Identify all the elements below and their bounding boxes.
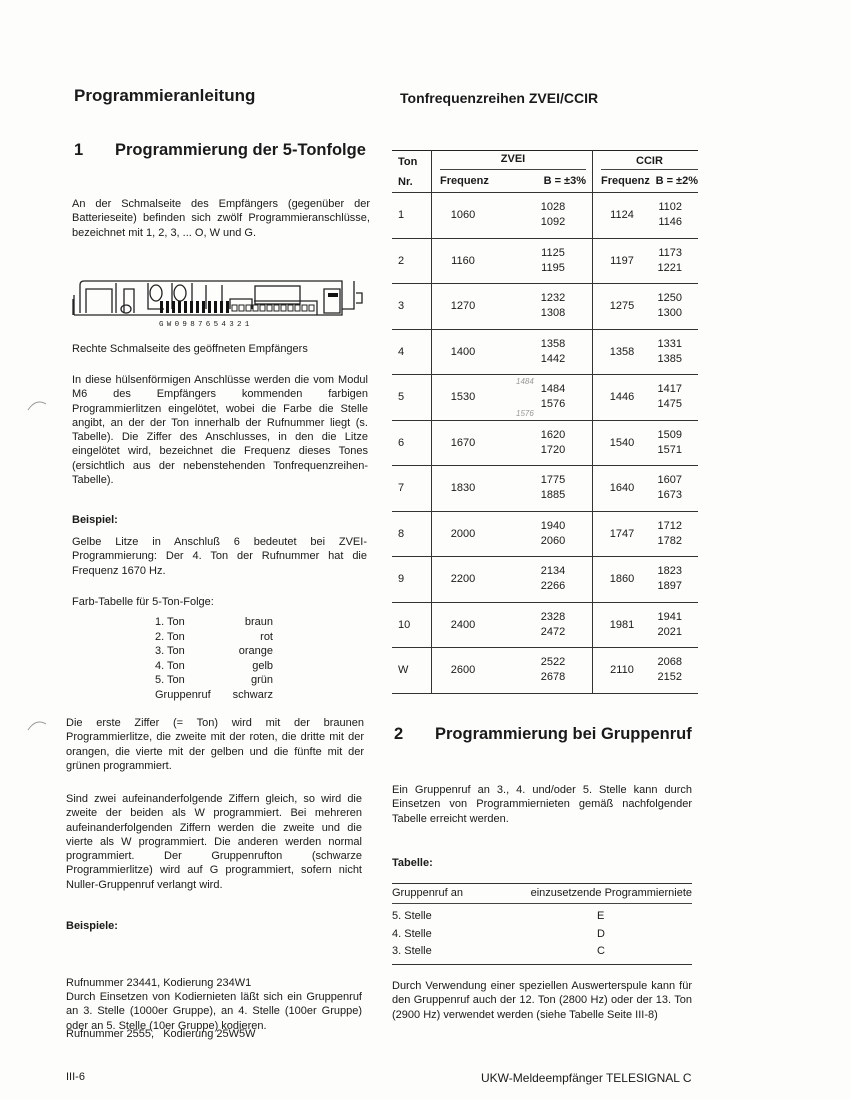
tone-label: 3. Ton	[155, 645, 185, 658]
band-low: 2134	[540, 565, 566, 578]
punch-hole-mark-icon	[26, 718, 48, 732]
ccir-frequency: 1747	[609, 527, 635, 540]
ccir-band	[651, 511, 698, 557]
table-row	[392, 193, 698, 239]
band-low: 1620	[540, 428, 566, 441]
wire-color: rot	[260, 630, 273, 643]
handwritten-note: 1576	[516, 408, 534, 418]
ccir-band	[651, 284, 698, 330]
band-high: 1221	[657, 261, 682, 274]
group-table-row	[392, 908, 692, 926]
band-high: 1475	[657, 398, 682, 411]
ccir-band	[651, 602, 698, 648]
band-high: 1576	[540, 398, 566, 411]
zvei-frequency: 1530	[450, 391, 476, 404]
ton-cell: 9	[392, 557, 432, 603]
band-high: 2152	[657, 671, 682, 684]
zvei-band	[494, 284, 593, 330]
band-low: 1775	[540, 474, 566, 487]
band-high: 2472	[540, 625, 566, 638]
ccir-label: CCIR	[601, 151, 698, 170]
color-row	[155, 615, 273, 630]
color-row	[155, 688, 273, 703]
ccir-frequency: 1446	[609, 391, 635, 404]
band-high: 1782	[657, 534, 682, 547]
header-rivet: einzusetzende Programmierniete	[530, 887, 692, 899]
ccir-frequency: 1860	[609, 573, 635, 586]
ccir-band	[651, 648, 698, 694]
table-row	[392, 466, 698, 512]
position-cell: 3. Stelle	[392, 945, 432, 957]
tone-label: 4. Ton	[155, 659, 185, 672]
zvei-frequency: 2600	[450, 664, 476, 677]
zvei-frequency: 2200	[450, 573, 476, 586]
ton-cell: 3	[392, 284, 432, 330]
tone-label: 2. Ton	[155, 630, 185, 643]
section-1-heading	[74, 141, 366, 160]
zvei-band	[494, 511, 593, 557]
table-row	[392, 511, 698, 557]
page-title-left: Programmieranleitung	[74, 86, 256, 105]
band-low: 2522	[540, 656, 566, 669]
color-row	[155, 673, 273, 688]
band-low: 1417	[657, 383, 682, 396]
section-title: Programmierung bei Gruppenruf	[435, 725, 692, 743]
table-row	[392, 420, 698, 466]
header-position: Gruppenruf an	[392, 887, 463, 899]
zvei-band-label: B = ±3%	[543, 175, 586, 187]
ccir-frequency: 1197	[610, 254, 634, 267]
header-zvei	[432, 151, 593, 193]
band-high: 2060	[540, 534, 566, 547]
band-low: 2328	[540, 610, 566, 623]
zvei-band	[494, 193, 593, 239]
zvei-band	[494, 648, 593, 694]
zvei-frequency: 1670	[450, 436, 476, 449]
band-high: 1442	[540, 352, 566, 365]
ton-cell: 1	[392, 193, 432, 239]
section-1-paragraph-4: Sind zwei aufeinanderfolgende Ziffern gleich, so wird die zweite der beiden als W programmiert. Bei mehreren aufeinanderfolgenden Ziffern werden die zweite und die vierte als W programmiert. Die anderen werden normal programmiert. Der Gruppenrufton (schwarze Programmierlitze) wird auf G programmiert, sofern nicht Nuller-Gruppenruf verlangt wird.	[66, 793, 362, 891]
color-table	[155, 615, 273, 703]
ccir-band	[651, 238, 698, 284]
band-low: 1331	[657, 337, 682, 350]
ton-cell: 7	[392, 466, 432, 512]
ton-cell: W	[392, 648, 432, 694]
receiver-diagram-icon	[72, 279, 372, 321]
tone-label: Gruppenruf	[155, 688, 211, 701]
band-low: 2068	[657, 656, 682, 669]
punch-hole-mark-icon	[26, 398, 48, 412]
ton-cell: 8	[392, 511, 432, 557]
band-high: 1146	[658, 216, 682, 229]
band-low: 1125	[541, 246, 565, 259]
band-low: 1823	[657, 565, 682, 578]
table-bottom-rule	[392, 964, 692, 965]
example-item: Rufnummer 23441, Kodierung 234W1	[66, 977, 252, 989]
ccir-band	[651, 420, 698, 466]
zvei-band	[494, 557, 593, 603]
zvei-frequency: 1270	[450, 300, 476, 313]
band-low: 1941	[657, 610, 682, 623]
zvei-band	[494, 238, 593, 284]
band-high: 1897	[657, 580, 682, 593]
table-heading: Tabelle:	[392, 857, 433, 869]
receiver-side-drawing	[72, 279, 372, 321]
ton-cell: 6	[392, 420, 432, 466]
section-2-heading	[394, 725, 692, 744]
ccir-frequency: 1358	[609, 345, 635, 358]
zvei-band	[494, 466, 593, 512]
table-header-row	[392, 151, 698, 193]
ccir-band	[651, 329, 698, 375]
band-low: 1250	[657, 292, 682, 305]
zvei-frequency: 1400	[450, 345, 476, 358]
zvei-frequenz-label: Frequenz	[440, 175, 489, 187]
zvei-frequency: 2000	[450, 527, 476, 540]
ccir-frequency: 1981	[609, 618, 635, 631]
position-cell: 4. Stelle	[392, 927, 432, 940]
ccir-band	[651, 193, 698, 239]
table-row	[392, 329, 698, 375]
footer-title: UKW-Meldeempfänger TELESIGNAL C	[481, 1071, 692, 1085]
band-high: 1092	[540, 216, 566, 229]
band-high: 2678	[540, 671, 566, 684]
wire-color: braun	[244, 616, 273, 628]
example-heading: Beispiel:	[72, 514, 118, 526]
band-low: 1509	[657, 428, 682, 441]
section-1-paragraph-5: Durch Einsetzen von Kodiernieten läßt sich ein Gruppenruf an 3. Stelle (1000er Gruppe), an 4. Stelle (100er Gruppe) oder an 5. Stelle (10er Gruppe) kodieren.	[66, 991, 362, 1032]
color-row	[155, 659, 273, 674]
handwritten-note: 1484	[516, 377, 534, 386]
tone-label: 5. Ton	[155, 674, 185, 687]
header-ton	[392, 151, 432, 193]
ccir-frequency: 1275	[609, 300, 635, 313]
rivet-cell: E	[597, 910, 605, 922]
section-2-intro: Ein Gruppenruf an 3., 4. und/oder 5. Stelle kann durch Einsetzen von Programmiernieten gemäß nachfolgender Tabelle erreicht werden.	[392, 784, 692, 825]
table-row	[392, 648, 698, 694]
band-low: 1028	[540, 201, 566, 214]
section-1-intro: An der Schmalseite des Empfängers (gegenüber der Batterieseite) befinden sich zwölf Programmieranschlüsse, bezeichnet mit 1, 2, 3, ... O, W und G.	[72, 198, 370, 239]
ccir-band-label: B = ±2%	[655, 175, 698, 187]
position-cell: 5. Stelle	[392, 910, 432, 922]
section-1-paragraph-2: In diese hülsenförmigen Anschlüsse werden die vom Modul M6 des Empfängers kommenden farbigen Programmierlitzen eingelötet, wobei die Farbe die Stelle angibt, an der der Ton innerhalb der Rufnummer liegt (s. Tabelle). Die Ziffer des Anschlusses, in den die Litze eingelötet wird, bezeichnet die Frequenz dieses Tones (ersichtlich aus der nebenstehenden Tonfrequenzreihen-Tabelle).	[72, 374, 368, 487]
group-table-header	[392, 884, 692, 904]
example-item: Rufnummer 2555, Kodierung 25W5W	[66, 1028, 256, 1040]
page-title-right: Tonfrequenzreihen ZVEI/CCIR	[400, 90, 599, 106]
ccir-frequency: 1540	[609, 436, 635, 449]
header-ccir	[593, 151, 699, 193]
tone-label: 1. Ton	[155, 616, 185, 628]
rivet-cell: D	[597, 927, 605, 940]
table-row	[392, 602, 698, 648]
zvei-band	[494, 602, 593, 648]
zvei-frequency: 2400	[450, 618, 476, 631]
zvei-frequency: 1160	[451, 254, 475, 267]
table-row	[392, 375, 698, 421]
rivet-cell: C	[597, 945, 605, 957]
table-row	[392, 284, 698, 330]
band-high: 1300	[657, 307, 682, 320]
zvei-frequency: 1060	[450, 209, 476, 222]
band-high: 1195	[541, 261, 565, 274]
group-call-table	[392, 883, 692, 965]
zvei-band	[494, 329, 593, 375]
band-low: 1358	[540, 337, 566, 350]
color-row	[155, 630, 273, 645]
example-text: Gelbe Litze in Anschluß 6 bedeutet bei ZVEI-Programmierung: Der 4. Ton der Rufnummer hat die Frequenz 1670 Hz.	[72, 536, 367, 577]
wire-color: grün	[250, 674, 273, 687]
zvei-band	[494, 375, 593, 421]
band-high: 1673	[657, 489, 682, 502]
table-row	[392, 557, 698, 603]
header-ton-bottom: Nr.	[398, 175, 413, 188]
band-high: 1308	[540, 307, 566, 320]
zvei-band	[494, 420, 593, 466]
ccir-band	[651, 466, 698, 512]
section-2-outro: Durch Verwendung einer speziellen Auswerterspule kann für den Gruppenruf auch der 12. Ton (2800 Hz) oder der 13. Ton (2900 Hz) verwendet werden (siehe Tabelle Seite III-8)	[392, 980, 692, 1021]
band-high: 1885	[540, 489, 566, 502]
band-low: 1484	[540, 383, 566, 396]
ton-cell: 10	[392, 602, 432, 648]
ccir-subheader	[601, 170, 698, 192]
ccir-band	[651, 375, 698, 421]
frequency-table	[392, 150, 698, 694]
color-row	[155, 644, 273, 659]
band-high: 2021	[657, 625, 682, 638]
wire-color: schwarz	[232, 688, 273, 701]
figure-caption: Rechte Schmalseite des geöffneten Empfängers	[72, 343, 308, 355]
group-table-row	[392, 926, 692, 944]
band-high: 1720	[540, 443, 566, 456]
band-high: 1571	[657, 443, 682, 456]
band-low: 1940	[540, 519, 566, 532]
table-row	[392, 238, 698, 284]
section-title: Programmierung der 5-Tonfolge	[115, 141, 366, 159]
ton-cell: 4	[392, 329, 432, 375]
color-table-title: Farb-Tabelle für 5-Ton-Folge:	[72, 596, 214, 608]
ccir-frequency: 2110	[610, 664, 634, 677]
ton-cell: 5	[392, 375, 432, 421]
ccir-band	[651, 557, 698, 603]
zvei-frequency: 1830	[450, 482, 476, 495]
band-low: 1607	[657, 474, 682, 487]
group-table-row	[392, 943, 692, 961]
band-low: 1102	[658, 201, 682, 214]
section-1-paragraph-3: Die erste Ziffer (= Ton) wird mit der braunen Programmierlitze, die zweite mit der roten, die dritte mit der orangen, die vierte mit der gelben und die fünfte mit der grünen programmiert.	[66, 717, 364, 772]
wire-color: orange	[238, 645, 273, 658]
zvei-subheader	[440, 170, 586, 192]
ccir-frequency: 1124	[610, 209, 634, 222]
page-number: III-6	[66, 1071, 85, 1083]
band-high: 2266	[540, 580, 566, 593]
header-ton-top: Ton	[398, 155, 418, 168]
section-number: 1	[74, 141, 84, 159]
ccir-frequenz-label: Frequenz	[601, 175, 650, 187]
band-low: 1232	[540, 292, 566, 305]
band-low: 1173	[658, 246, 682, 259]
examples-heading: Beispiele:	[66, 920, 118, 932]
band-high: 1385	[657, 352, 682, 365]
ton-cell: 2	[392, 238, 432, 284]
pin-labels: GW0987654321	[159, 321, 253, 329]
wire-color: gelb	[252, 659, 273, 672]
ccir-frequency: 1640	[609, 482, 635, 495]
band-low: 1712	[657, 519, 682, 532]
section-number: 2	[394, 725, 404, 743]
zvei-label: ZVEI	[440, 151, 586, 170]
